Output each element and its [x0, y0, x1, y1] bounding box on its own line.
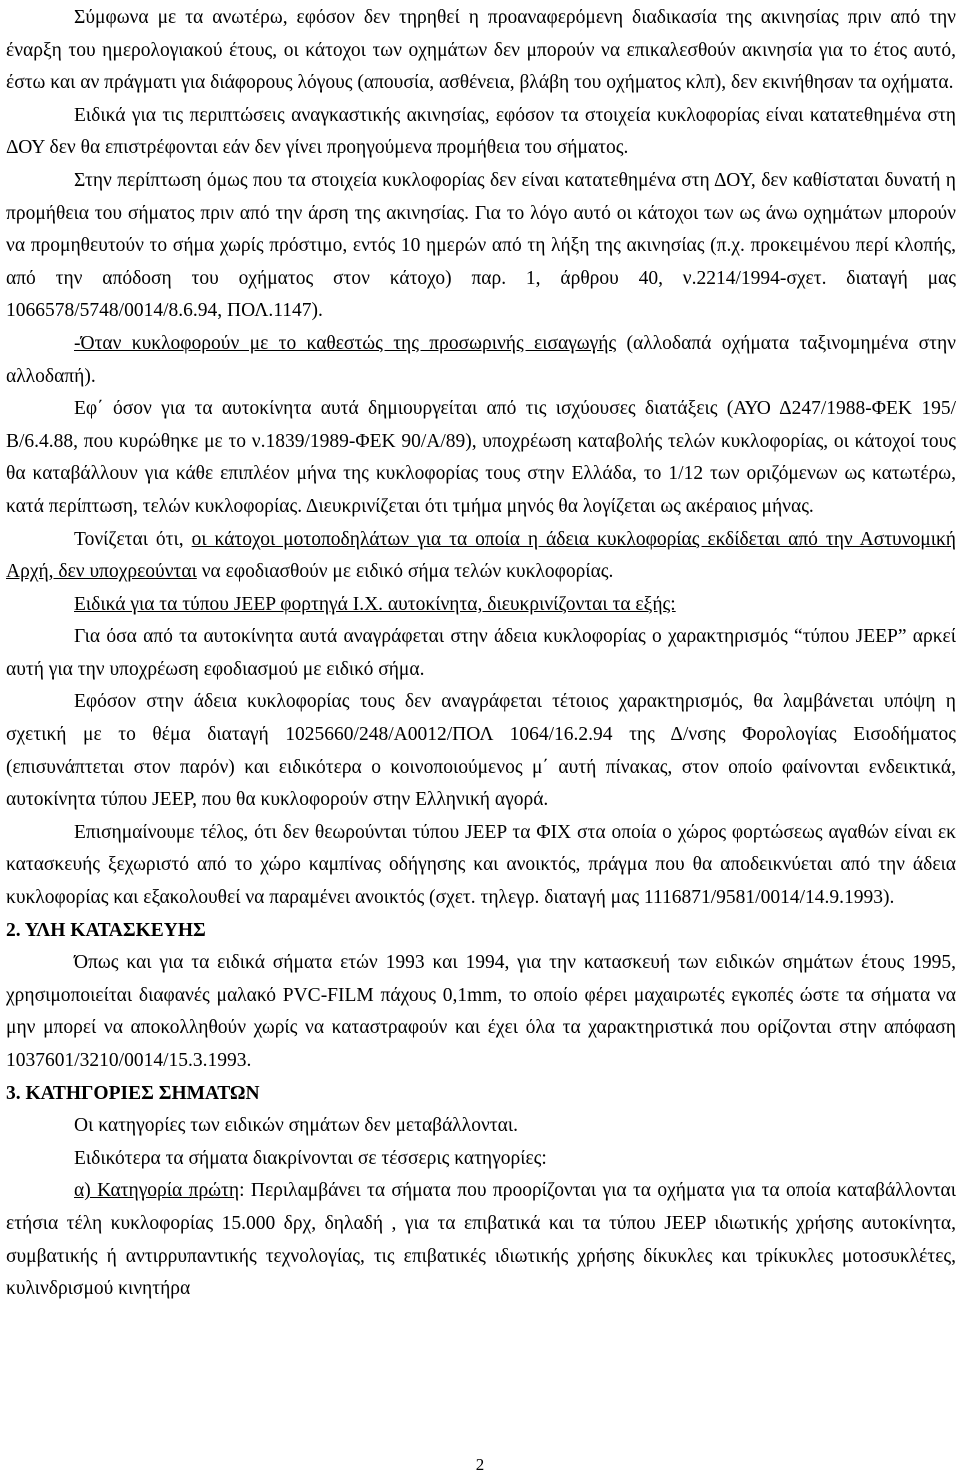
- paragraph: [6, 524, 956, 589]
- paragraph: Επισημαίνουμε τέλος, ότι δεν θεωρούνται τύπου JEEP τα ΦΙΧ στα οποία ο χώρος φορτώσεως αγαθών είναι εκ κατασκευής ξεχωριστό από το χώρο καμπίνας οδήγησης και ανοικτός, πράγμα που θα αποδεικνύεται από την άδεια κυκλοφορίας και εξακολουθεί να παραμένει ανοικτός (σχετ. τηλεγρ. διαταγή μας 1116871/9581/0014/14.9.1993).: [6, 821, 956, 909]
- paragraph: [6, 328, 956, 393]
- underlined-text: -Όταν κυκλοφορούν με το καθεστώς της προσωρινής εισαγωγής: [74, 332, 617, 354]
- underlined-heading: Ειδικά για τα τύπου JEEP φορτηγά Ι.Χ. αυτοκίνητα, διευκρινίζονται τα εξής:: [74, 593, 676, 615]
- paragraph: [6, 1175, 956, 1305]
- paragraph: Σύμφωνα με τα ανωτέρω, εφόσον δεν τηρηθεί η προαναφερόμενη διαδικασία της ακινησίας πριν από την έναρξη του ημερολογιακού έτους, οι κάτοχοι των οχημάτων δεν μπορούν να επικαλεσθούν ακινησία για το έτος αυτό, έστω και αν πράγματι για διάφορους λόγους (απουσία, ασθένεια, βλάβη του οχήματος κλπ), δεν εκινήθησαν τα οχήματα.: [6, 7, 956, 94]
- paragraph: Ειδικότερα τα σήματα διακρίνονται σε τέσσερις κατηγορίες:: [74, 1147, 547, 1169]
- paragraph: Οι κατηγορίες των ειδικών σημάτων δεν μεταβάλλονται.: [74, 1115, 518, 1137]
- section-heading: 2. ΥΛΗ ΚΑΤΑΣΚΕΥΗΣ: [6, 919, 206, 941]
- paragraph: Όπως και για τα ειδικά σήματα ετών 1993 και 1994, για την κατασκευή των ειδικών σημάτων έτους 1995, χρησιμοποιείται διαφανές μαλακό PVC-FILM πάχους 0,1mm, το οποίο φέρει μαχαιρωτές εγκοπές ώστε τα σήματα να μην μπορεί να αποκολληθούν χωρίς να καταστραφούν και έχει όλα τα χαρακτηριστικά που ορίζονται στην απόφαση 1037601/3210/0014/15.3.1993.: [6, 952, 956, 1071]
- paragraph: Στην περίπτωση όμως που τα στοιχεία κυκλοφορίας δεν είναι κατατεθημένα στη ΔΟΥ, δεν καθίσταται δυνατή η προμήθεια του σήματος πριν από την άρση της ακινησίας. Για το λόγο αυτό οι κάτοχοι των ως άνω οχημάτων μπορούν να προμηθευτούν το σήμα χωρίς πρόστιμο, εντός 10 ημερών από τη λήξη της ακινησίας (π.χ. προκειμένου περί κλοπής, από την απόδοση του οχήματος στον κάτοχο) παρ. 1, άρθρου 40, ν.2214/1994-σχετ. διαταγή μας 1066578/5748/0014/8.6.94, ΠΟΛ.1147).: [6, 169, 956, 322]
- paragraph: [6, 589, 956, 622]
- text: : Περιλαμβάνει τα σήματα που προορίζονται για τα οχήματα για τα οποία καταβάλλονται ετήσια τέλη κυκλοφορίας 15.000 δρχ, δηλαδή , για τα επιβατικά και τα τύπου JEEP ιδιωτικής χρήσης αυτοκίνητα, συμβατικής ή αντιρρυπαντικής τεχνολογίας, τις επιβατικές ιδιωτικής χρήσης δίκυκλες και τρίκυκλες μοτοσυκλέτες, κυλινδρισμού κινητήρα: [6, 1180, 956, 1300]
- text: (αλλοδαπά οχήματα ταξινομημένα στην αλλοδαπή).: [6, 332, 956, 387]
- paragraph: Εφόσον στην άδεια κυκλοφορίας τους δεν αναγράφεται τέτοιος χαρακτηρισμός, θα λαμβάνεται υπόψη η σχετική με το θέμα διαταγή 1025660/248/Α0012/ΠΟΛ 1064/16.2.94 της Δ/νσης Φορολογίας Εισοδήματος (επισυνάπτεται στον παρόν) και ειδικότερα ο κοινοποιούμενος μ΄ αυτή πίνακας, στον οποίο φαίνονται ενδεικτικά, αυτοκίνητα τύπου JEEP, που θα κυκλοφορούν στην Ελληνική αγορά.: [6, 691, 956, 811]
- document-body: [6, 2, 956, 1306]
- text: να εφοδιασθούν με ειδικό σήμα τελών κυκλοφορίας.: [196, 561, 614, 583]
- text: Τονίζεται ότι,: [74, 528, 192, 550]
- page-number: 2: [475, 1455, 485, 1474]
- paragraph: Για όσα από τα αυτοκίνητα αυτά αναγράφεται στην άδεια κυκλοφορίας ο χαρακτηρισμός “τύπου JEEP” αρκεί αυτή για την υποχρέωση εφοδιασμού με ειδικό σήμα.: [6, 626, 956, 680]
- paragraph: Εφ΄ όσον για τα αυτοκίνητα αυτά δημιουργείται από τις ισχύουσες διατάξεις (ΑΥΟ Δ247/1988-ΦΕΚ 195/Β/6.4.88, που κυρώθηκε με το ν.1839/1989-ΦΕΚ 90/Α/89), υποχρέωση καταβολής τελών κυκλοφορίας, οι κάτοχοί τους θα καταβάλλουν για κάθε επιπλέον μήνα της κυκλοφορίας τους στην Ελλάδα, το 1/12 των οριζόμενων ως κατωτέρω, κατά περίπτωση, τελών κυκλοφορίας. Διευκρινίζεται ότι τμήμα μηνός θα λογίζεται ως ακέραιος μήνας.: [6, 398, 956, 517]
- section-heading: 3. ΚΑΤΗΓΟΡΙΕΣ ΣΗΜΑΤΩΝ: [6, 1082, 260, 1104]
- paragraph: Ειδικά για τις περιπτώσεις αναγκαστικής ακινησίας, εφόσον τα στοιχεία κυκλοφορίας είναι κατατεθημένα στη ΔΟΥ δεν θα επιστρέφονται εάν δεν γίνει προηγούμενα προμήθεια του σήματος.: [6, 104, 956, 159]
- underlined-text: οι κάτοχοι μοτοποδηλάτων για τα οποία η άδεια κυκλοφορίας εκδίδεται από την Αστυνομική Αρχή, δεν υποχρεούνται: [6, 528, 956, 583]
- underlined-text: α) Κατηγορία πρώτη: [74, 1180, 240, 1202]
